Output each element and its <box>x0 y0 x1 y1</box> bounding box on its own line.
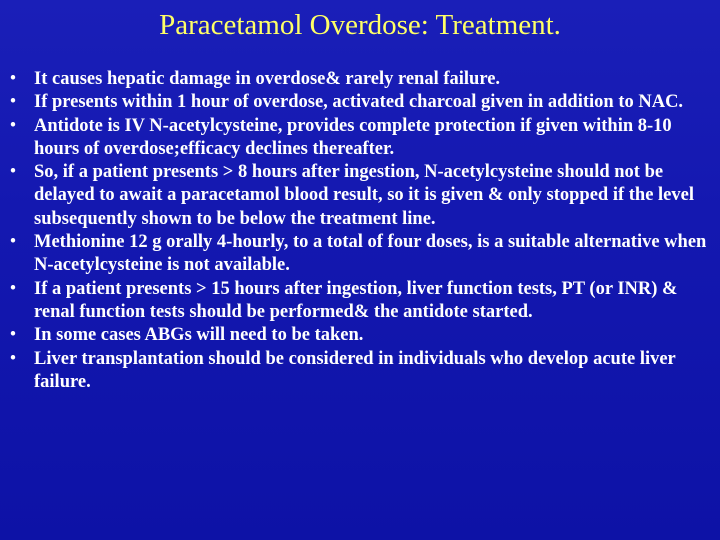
bullet-item-antidote <box>5 115 711 162</box>
bullet-icon: • <box>9 325 17 346</box>
bullet-text: If presents within 1 hour of overdose, activated charcoal given in addition to NAC. <box>34 92 684 113</box>
bullet-icon: • <box>9 115 17 136</box>
bullet-item-hepatic-damage <box>5 68 711 91</box>
bullet-icon: • <box>9 92 17 113</box>
slide-title: Paracetamol Overdose: Treatment. <box>159 9 561 41</box>
bullet-text: It causes hepatic damage in overdose& rarely renal failure. <box>34 69 501 89</box>
bullet-text: Methionine 12 g orally 4-hourly, to a total of four doses, is a suitable alternative when N-acetylcysteine is not available. <box>34 232 707 276</box>
bullet-text: If a patient presents > 15 hours after ingestion, liver function tests, PT (or INR) & renal function tests should be performed& the antidote started. <box>34 278 678 322</box>
bullet-icon: • <box>9 278 17 299</box>
bullet-icon: • <box>9 348 17 369</box>
bullet-item-liver-transplant <box>5 348 711 395</box>
bullet-item-activated-charcoal <box>5 91 711 114</box>
bullet-text: So, if a patient presents > 8 hours after ingestion, N-acetylcysteine should not be delayed to await a paracetamol blood result, so it is given & only stopped if the level subsequently shown to be below the treatment line. <box>34 162 694 229</box>
bullet-icon: • <box>9 69 17 89</box>
bullet-text: In some cases ABGs will need to be taken. <box>34 325 364 346</box>
bullet-text: Liver transplantation should be considered in individuals who develop acute liver failure. <box>34 348 676 392</box>
bullet-list <box>5 68 711 394</box>
bullet-icon: • <box>9 162 17 183</box>
bullet-text: Antidote is IV N-acetylcysteine, provides complete protection if given within 8-10 hours of overdose;efficacy declines thereafter. <box>34 115 672 159</box>
bullet-item-15-hours <box>5 278 711 325</box>
bullet-item-methionine <box>5 231 711 278</box>
bullet-item-abgs <box>5 324 711 347</box>
bullet-item-late-presentation <box>5 161 711 231</box>
bullet-icon: • <box>9 232 17 253</box>
